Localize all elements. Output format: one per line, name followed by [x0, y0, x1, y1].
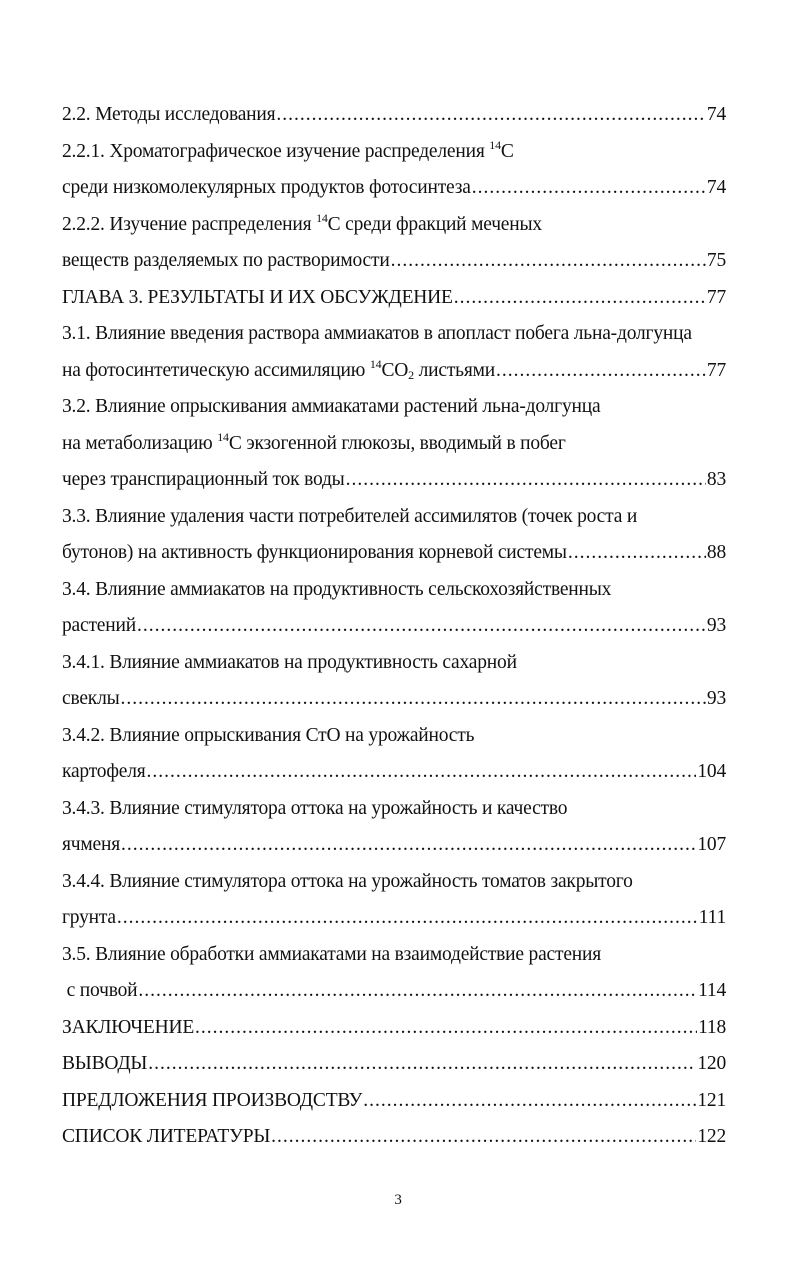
- toc-entry-3-4-2-line2: [62, 754, 726, 791]
- toc-entry-title: 2.2.1. Хроматографическое изучение распределения: [62, 140, 490, 162]
- toc-page-number: 111: [698, 907, 726, 928]
- toc-entry-title: веществ разделяемых по растворимости: [62, 250, 390, 271]
- toc-entry-title: через транспирационный ток воды: [62, 469, 345, 490]
- toc-entry-title: 3.4.3. Влияние стимулятора оттока на урожайность и качество: [62, 797, 568, 819]
- toc-entry-title: С среди фракций меченых: [327, 213, 542, 235]
- toc-entry-title: [62, 353, 495, 390]
- toc-page-number: 93: [706, 615, 726, 636]
- text-part: СО: [381, 359, 409, 381]
- superscript: 14: [217, 429, 229, 444]
- toc-entry-title: свеклы: [62, 688, 120, 709]
- toc-entry-title: ГЛАВА 3. РЕЗУЛЬТАТЫ И ИХ ОБСУЖДЕНИЕ: [62, 286, 453, 308]
- toc-leader-dots: [271, 1119, 696, 1156]
- toc-entry-3-4-3-line1: [62, 791, 726, 828]
- toc-entry-title: 3.5. Влияние обработки аммиакатами на взаимодействие растения: [62, 943, 602, 965]
- toc-entry-title: ячменя: [62, 834, 120, 855]
- superscript: 14: [316, 210, 328, 225]
- toc-entry-title: ВЫВОДЫ: [62, 1053, 148, 1074]
- toc-entry-3-4-4-line1: [62, 864, 726, 901]
- toc-entry-3-4-2-line1: [62, 718, 726, 755]
- toc-leader-dots: [147, 754, 697, 791]
- toc-page-number: 75: [706, 250, 726, 271]
- toc-leader-dots: [346, 462, 706, 499]
- toc-page-number: 77: [706, 359, 726, 381]
- toc-entry-title: ПРЕДЛОЖЕНИЯ ПРОИЗВОДСТВУ: [62, 1089, 363, 1111]
- toc-page-number: 118: [698, 1016, 726, 1038]
- toc-page-number: 114: [698, 980, 726, 1001]
- toc-page-number: 93: [706, 688, 726, 709]
- toc-leader-dots: [121, 681, 706, 718]
- toc-entry-3-5-line2: [62, 973, 726, 1010]
- toc-page-number: 104: [697, 761, 726, 782]
- toc-entry-title: с почвой: [62, 980, 138, 1001]
- toc-entry-title: 3.1. Влияние введения раствора аммиакатов в апопласт побега льна-долгунца: [62, 323, 692, 344]
- toc-page-number: 77: [706, 286, 726, 308]
- toc-entry-3-1-line1: [62, 316, 726, 353]
- toc-leader-dots: [137, 608, 706, 645]
- text-part: листьями: [413, 359, 496, 381]
- toc-entry-title: 2.2. Методы исследования: [62, 104, 276, 125]
- toc-entry-title: 3.3. Влияние удаления части потребителей ассимилятов (точек роста и: [62, 505, 638, 527]
- toc-page-number: 120: [697, 1053, 726, 1074]
- toc-entry-title: 3.4.2. Влияние опрыскивания СтО на урожайность: [62, 724, 475, 746]
- toc-entry-chapter-3: [62, 280, 726, 317]
- toc-entry-title: бутонов) на активность функционирования корневой системы: [62, 542, 567, 563]
- toc-entry-title: СПИСОК ЛИТЕРАТУРЫ: [62, 1126, 271, 1147]
- toc-page-number: 83: [706, 469, 726, 490]
- superscript: 14: [489, 137, 501, 152]
- toc-entry-3-5-line1: [62, 937, 726, 974]
- toc-leader-dots: [496, 353, 706, 390]
- toc-page-number: 122: [697, 1126, 726, 1147]
- toc-entry-conclusion: [62, 1010, 726, 1047]
- toc-leader-dots: [363, 1083, 696, 1120]
- toc-leader-dots: [391, 243, 706, 280]
- toc-page-number: 74: [706, 104, 726, 125]
- toc-leader-dots: [148, 1046, 696, 1083]
- toc-entry-3-1-line2: [62, 353, 726, 390]
- toc-entry-title: С экзогенной глюкозы, вводимый в побег: [228, 432, 566, 454]
- toc-entry-title: С: [500, 140, 514, 162]
- toc-entry-title: 2.2.2. Изучение распределения: [62, 213, 317, 235]
- toc-entry-3-4-1-line1: [62, 645, 726, 682]
- toc-entry-references: [62, 1119, 726, 1156]
- toc-entry-3-3-line2: [62, 535, 726, 572]
- toc-entry-2-2-1-line1: [62, 134, 726, 171]
- toc-page-number: 88: [706, 542, 726, 563]
- toc-leader-dots: [117, 900, 698, 937]
- toc-entry-2-2-2-line2: [62, 243, 726, 280]
- toc-leader-dots: [276, 97, 705, 134]
- toc-entry-2-2-1-line2: [62, 170, 726, 207]
- toc-entry-3-2-line1: [62, 389, 726, 426]
- superscript: 14: [369, 356, 382, 371]
- toc-entry-title: растений: [62, 615, 136, 636]
- toc-entry-3-4-line2: [62, 608, 726, 645]
- toc-entry-3-2-line2: [62, 426, 726, 463]
- toc-page-number: 107: [697, 834, 726, 855]
- page-number: 3: [394, 1192, 402, 1208]
- toc-entry-3-2-line3: [62, 462, 726, 499]
- subscript: 2: [408, 367, 414, 382]
- toc-entry-2-2-2-line1: [62, 207, 726, 244]
- toc-entry-3-3-line1: [62, 499, 726, 536]
- toc-leader-dots: [454, 280, 706, 317]
- toc-entry-title: 3.4.4. Влияние стимулятора оттока на урожайность томатов закрытого: [62, 870, 633, 892]
- toc-entry-3-4-1-line2: [62, 681, 726, 718]
- toc-entry-findings: [62, 1046, 726, 1083]
- table-of-contents: [62, 97, 726, 1156]
- toc-page-number: 74: [706, 177, 726, 198]
- toc-entry-3-4-4-line2: [62, 900, 726, 937]
- toc-entry-title: картофеля: [62, 761, 146, 782]
- toc-entry-3-4-line1: [62, 572, 726, 609]
- toc-entry-title: среди низкомолекулярных продуктов фотосинтеза: [62, 177, 471, 198]
- toc-leader-dots: [472, 170, 706, 207]
- toc-leader-dots: [138, 973, 697, 1010]
- toc-entry-title: 3.4. Влияние аммиакатов на продуктивность сельскохозяйственных: [62, 578, 612, 600]
- toc-entry-title: 3.2. Влияние опрыскивания аммиакатами растений льна-долгунца: [62, 396, 601, 417]
- toc-entry-3-4-3-line2: [62, 827, 726, 864]
- toc-entry-title: грунта: [62, 907, 116, 928]
- toc-page-number: 121: [697, 1089, 726, 1111]
- toc-entry-title: на метаболизацию: [62, 432, 218, 454]
- toc-entry-proposals: [62, 1083, 726, 1120]
- toc-entry-title: 3.4.1. Влияние аммиакатов на продуктивность сахарной: [62, 651, 517, 673]
- toc-leader-dots: [121, 827, 696, 864]
- toc-leader-dots: [195, 1010, 697, 1047]
- toc-entry-title: ЗАКЛЮЧЕНИЕ: [62, 1016, 195, 1038]
- toc-entry-2-2: [62, 97, 726, 134]
- toc-leader-dots: [568, 535, 706, 572]
- text-part: на фотосинтетическую ассимиляцию: [62, 359, 370, 381]
